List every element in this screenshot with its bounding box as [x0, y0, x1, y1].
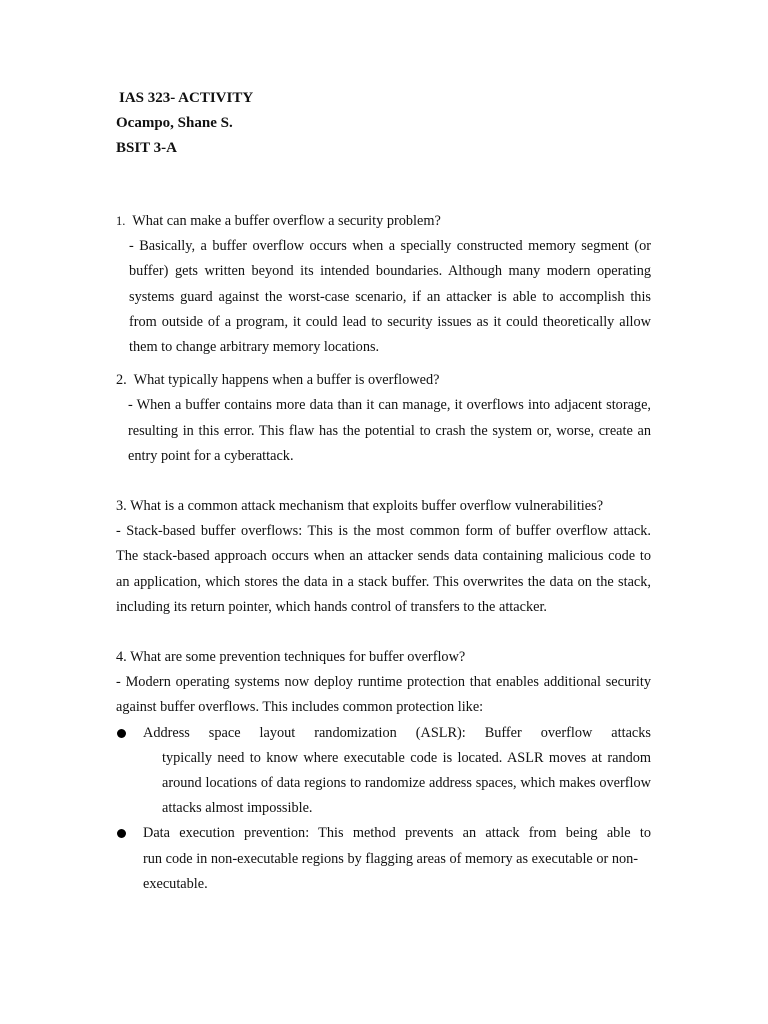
course-title: IAS 323- ACTIVITY: [119, 90, 254, 106]
answer-1: - Basically, a buffer overflow occurs when a specially constructed memory segment (or buffer) gets written beyond its intended boundaries. Although many modern operating systems guard against the worst-case scenario, if an attacker is able to accomplish this from outside of a program, it could lead to security issues as it could theoretically allow them to change arbitrary memory locations.: [129, 238, 651, 356]
document-body: [116, 209, 651, 897]
bullet-icon: [117, 829, 126, 838]
question-3-text: What is a common attack mechanism that exploits buffer overflow vulnerabilities?: [130, 498, 604, 515]
prevention-list: [116, 721, 651, 897]
question-3-number: 3.: [116, 498, 127, 515]
answer-2: - When a buffer contains more data than it can manage, it overflows into adjacent storage, resulting in this error. This flaw has the potential to crash the system or, worse, create an entry point for a cyberattack.: [128, 397, 651, 464]
list-item: [116, 821, 651, 897]
question-4-text: What are some prevention techniques for buffer overflow?: [130, 649, 466, 666]
document-header: [116, 86, 253, 161]
bullet-1-first-line: Address space layout randomization (ASLR): Buffer overflow attacks: [143, 724, 651, 741]
student-name: Ocampo, Shane S.: [116, 115, 233, 131]
student-section: BSIT 3-A: [116, 140, 177, 156]
bullet-2-continuation: run code in non-executable regions by flagging areas of memory as executable or non-executable.: [143, 850, 639, 892]
answer-4: - Modern operating systems now deploy runtime protection that enables additional security against buffer overflows. This includes common protection like:: [116, 674, 651, 716]
question-4: [116, 645, 651, 670]
question-2: [116, 368, 651, 393]
bullet-icon: [117, 729, 126, 738]
question-1: [116, 209, 651, 234]
question-2-text: What typically happens when a buffer is overflowed?: [133, 372, 440, 389]
question-1-number: 1.: [116, 214, 126, 228]
list-item: [116, 721, 651, 822]
bullet-2-first-line: Data execution prevention: This method prevents an attack from being able to: [143, 825, 651, 842]
question-2-number: 2.: [116, 372, 127, 389]
question-1-text: What can make a buffer overflow a security problem?: [132, 213, 441, 229]
question-3: [116, 494, 651, 519]
bullet-1-continuation: typically need to know where executable code is located. ASLR moves at random around locations of data regions to randomize address spaces, which makes overflow attacks almost impossible.: [162, 749, 651, 817]
answer-3: - Stack-based buffer overflows: This is the most common form of buffer overflow attack. The stack-based approach occurs when an attacker sends data containing malicious code to an application, which stores the data in a stack buffer. This overwrites the data on the stack, including its return pointer, which hands control of transfers to the attacker.: [116, 523, 651, 615]
question-4-number: 4.: [116, 649, 127, 666]
